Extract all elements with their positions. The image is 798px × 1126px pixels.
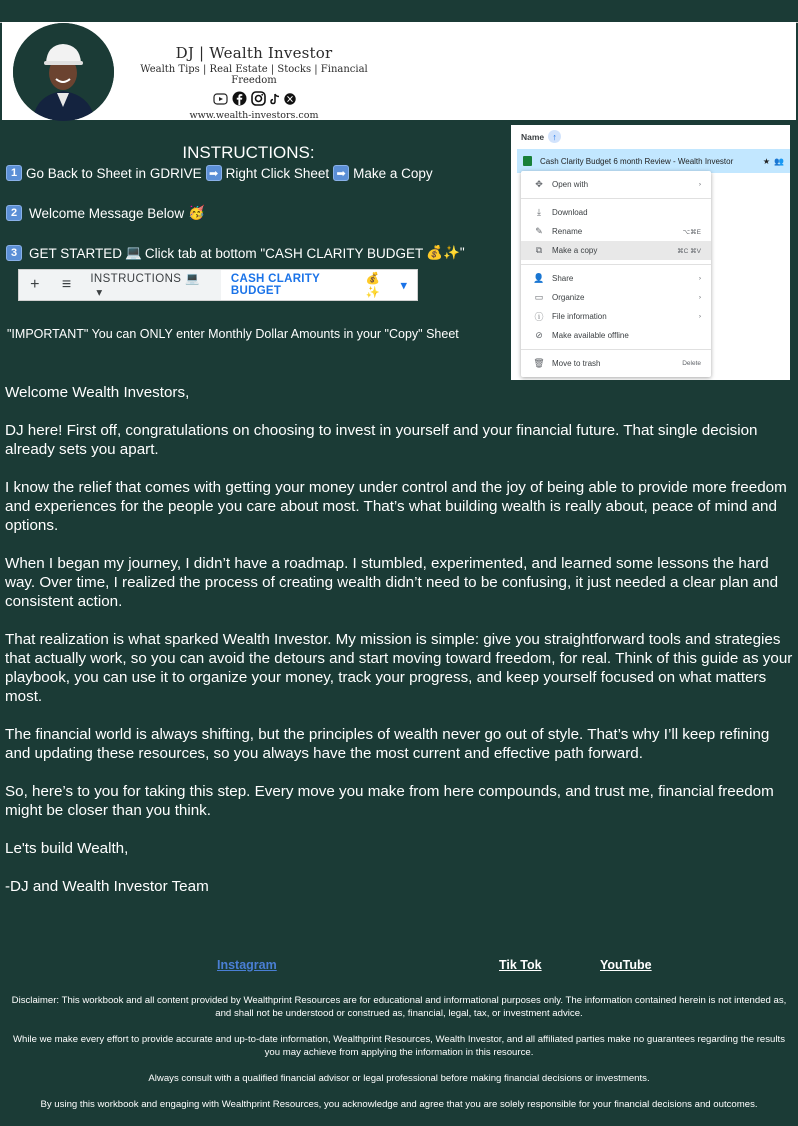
- menu-item-file-information[interactable]: [521, 307, 711, 326]
- step-3-text-b: Click tab at bottom "CASH CLARITY BUDGET: [144, 245, 424, 261]
- tab-instructions[interactable]: [82, 271, 217, 299]
- welcome-letter: [5, 383, 795, 915]
- step-1: [6, 165, 433, 181]
- x-icon[interactable]: [284, 93, 296, 105]
- menu-shortcut: ⌘C ⌘V: [677, 247, 701, 255]
- shared-icon: 👥: [774, 156, 784, 166]
- submenu-arrow-icon: ›: [698, 313, 701, 320]
- letter-paragraph: The financial world is always shifting, but the principles of wealth never go out of style. That’s why I’ll keep refining and updating these resources, so you always have the most current and effective path forward.: [5, 726, 770, 762]
- tab-cash-clarity-budget[interactable]: [221, 270, 417, 300]
- right-arrow-icon: ➡: [333, 165, 349, 181]
- menu-item-organize[interactable]: [521, 288, 711, 307]
- step-3: [6, 245, 465, 261]
- offline-icon: ⊘: [535, 330, 543, 340]
- step-1-text-b: Right Click Sheet: [225, 165, 330, 181]
- header-banner: [2, 22, 796, 120]
- youtube-icon[interactable]: [213, 93, 228, 105]
- menu-label: Make available offline: [552, 331, 629, 340]
- letter-paragraph: I know the relief that comes with getting your money under control and the joy of being able to provide more freedom and experiences for the people you care about most. That’s what building wealth is really about, peace of mind and options.: [5, 479, 787, 534]
- submenu-arrow-icon: ›: [698, 294, 701, 301]
- menu-shortcut: ⌥⌘E: [682, 228, 701, 236]
- social-icons: [118, 91, 390, 106]
- brand-name: DJ | Wealth Investor: [175, 44, 333, 62]
- context-menu: [521, 171, 711, 377]
- folder-icon: ▭: [534, 292, 544, 302]
- menu-label: Download: [552, 208, 588, 217]
- money-bag-sparkles-icon: 💰✨": [426, 245, 465, 260]
- disclaimer-paragraph: While we make every effort to provide accurate and up-to-date information, Wealthprint Resources, Wealth Investor, and all affiliated parties make no guarantees regarding the results you may achieve from applying the information in this resource.: [12, 1034, 785, 1058]
- step-3-text-a: GET STARTED: [29, 245, 123, 261]
- brand-block: [118, 44, 390, 121]
- star-icon[interactable]: ★: [762, 156, 771, 166]
- brand-tagline: Wealth Tips | Real Estate | Stocks | Financial Freedom: [140, 64, 368, 86]
- keycap-3-icon: 3: [6, 245, 22, 261]
- facebook-icon[interactable]: [232, 91, 247, 106]
- open-with-icon: ✥: [535, 179, 543, 189]
- avatar: [13, 23, 114, 121]
- disclaimer-paragraph: Always consult with a qualified financial advisor or legal professional before making financial decisions or investments.: [148, 1073, 650, 1084]
- laptop-icon: 💻: [184, 273, 200, 285]
- letter-signature: -DJ and Wealth Investor Team: [5, 878, 209, 895]
- tab-cash-label: CASH CLARITY BUDGET: [230, 273, 320, 297]
- menu-divider: [521, 349, 711, 350]
- menu-item-move-to-trash[interactable]: [521, 354, 711, 373]
- menu-label: Make a copy: [552, 246, 598, 255]
- submenu-arrow-icon: ›: [698, 181, 701, 188]
- step-1-text-c: Make a Copy: [353, 165, 433, 181]
- menu-item-rename[interactable]: [521, 222, 711, 241]
- website-url[interactable]: www.wealth-investors.com: [189, 110, 319, 121]
- laptop-icon: 💻: [125, 245, 142, 260]
- all-sheets-menu-icon[interactable]: ≡: [61, 276, 72, 293]
- keycap-2-icon: 2: [6, 205, 22, 221]
- instagram-link[interactable]: Instagram: [217, 958, 277, 972]
- menu-label: File information: [552, 312, 607, 321]
- letter-closing: Le'ts build Wealth,: [5, 840, 129, 857]
- menu-item-download[interactable]: [521, 203, 711, 222]
- right-arrow-icon: ➡: [206, 165, 222, 181]
- menu-item-open-with[interactable]: [521, 175, 711, 194]
- column-header-label: Name: [521, 131, 545, 142]
- step-2-text: Welcome Message Below: [29, 205, 185, 221]
- menu-label: Move to trash: [552, 359, 601, 368]
- menu-item-make-a-copy[interactable]: [521, 241, 711, 260]
- youtube-link[interactable]: YouTube: [600, 958, 652, 972]
- tab-instructions-label: INSTRUCTIONS: [90, 273, 182, 285]
- disclaimer-paragraph: Disclaimer: This workbook and all content provided by Wealthprint Resources are for educational and informational purposes only. The information contained herein is not intended as, and shall not be understood or construed as, financial, legal, tax, or investment advice.: [11, 995, 787, 1019]
- sheet-tab-bar: [18, 269, 418, 301]
- instagram-icon[interactable]: [251, 91, 266, 106]
- letter-paragraph: When I began my journey, I didn’t have a roadmap. I stumbled, experimented, and learned some lessons the hard way. Over time, I realized the process of creating wealth didn’t need to be confusing, it just needed a clear plan and consistent action.: [5, 555, 779, 610]
- menu-shortcut: Delete: [682, 360, 701, 367]
- step-2: [6, 205, 205, 221]
- letter-paragraph: DJ here! First off, congratulations on choosing to invest in yourself and your financial future. That single decision already sets you apart.: [5, 422, 758, 458]
- letter-paragraph: So, here’s to you for taking this step. Every move you make from here compounds, and trust me, financial freedom might be closer than you think.: [5, 783, 774, 819]
- file-row[interactable]: [517, 149, 790, 173]
- important-note: "IMPORTANT" You can ONLY enter Monthly Dollar Amounts in your "Copy" Sheet: [7, 327, 459, 341]
- top-strip: [0, 0, 798, 23]
- trash-icon: 🗑: [533, 358, 545, 368]
- menu-item-make-available-offline[interactable]: [521, 326, 711, 345]
- menu-divider: [521, 264, 711, 265]
- add-sheet-icon[interactable]: +: [30, 276, 40, 293]
- menu-label: Rename: [552, 227, 583, 236]
- submenu-arrow-icon: ›: [698, 275, 701, 282]
- sheets-file-icon: [523, 156, 532, 166]
- chevron-down-icon: ▾: [96, 287, 103, 299]
- step-1-text-a: Go Back to Sheet in GDRIVE: [26, 165, 202, 181]
- money-bag-sparkles-icon: 💰✨: [365, 273, 381, 299]
- menu-label: Organize: [552, 293, 585, 302]
- name-column-header[interactable]: [521, 130, 561, 143]
- rename-icon: ✎: [535, 226, 543, 236]
- letter-greeting: Welcome Wealth Investors,: [5, 384, 190, 401]
- drive-context-menu-screenshot: [511, 125, 790, 380]
- sort-ascending-icon[interactable]: ↑: [548, 130, 561, 143]
- letter-paragraph: That realization is what sparked Wealth Investor. My mission is simple: give you straightforward tools and strategies that actually work, so you can avoid the detours and start moving toward freedom, for real. Think of this guide as your playbook, you can use it to organize your money, track your progress, and keep yourself focused on what matters most.: [5, 631, 793, 705]
- info-icon: ⓘ: [534, 312, 544, 322]
- file-name: Cash Clarity Budget 6 month Review - Wealth Investor: [540, 156, 734, 166]
- tiktok-link[interactable]: Tik Tok: [499, 958, 542, 972]
- menu-item-share[interactable]: [521, 269, 711, 288]
- menu-label: Open with: [552, 180, 589, 189]
- copy-icon: ⧉: [535, 245, 543, 255]
- menu-label: Share: [552, 274, 574, 283]
- share-icon: 👤: [533, 273, 545, 283]
- disclaimer-paragraph: By using this workbook and engaging with Wealthprint Resources, you acknowledge and agree that you are solely responsible for your financial decisions and outcomes.: [40, 1099, 758, 1110]
- keycap-1-icon: 1: [6, 165, 22, 181]
- instructions-title: INSTRUCTIONS:: [182, 143, 315, 162]
- chevron-down-icon: ▾: [400, 280, 407, 292]
- tiktok-icon[interactable]: [270, 93, 280, 105]
- download-icon: ⤓: [537, 207, 541, 217]
- menu-divider: [521, 198, 711, 199]
- party-face-icon: 🥳: [188, 205, 205, 220]
